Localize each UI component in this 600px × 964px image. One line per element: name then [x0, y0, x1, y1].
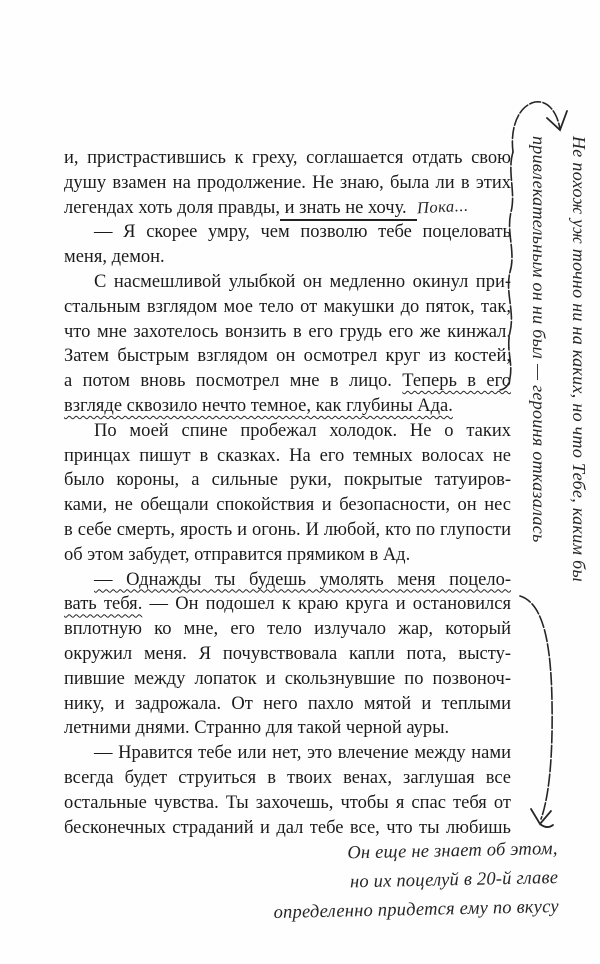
margin-side-note-line2: привлекательным он ни был — героиня отказалась	[529, 136, 549, 543]
book-text-segment: в себе смерть, ярость и огонь. И любой, кто по глупости	[64, 519, 511, 540]
book-text-segment: вплотную ко мне, его тело излучало жар, который	[64, 619, 511, 640]
down-arrow-head-icon	[531, 809, 553, 827]
book-line	[64, 568, 511, 593]
book-line	[64, 617, 511, 642]
book-line	[64, 146, 511, 171]
book-line	[64, 369, 511, 394]
wavy-underlined-text: Теперь в его	[402, 371, 511, 392]
hand-underlined-text: и знать не хочу.	[280, 198, 417, 221]
book-text-segment: По моей спине пробежал холодок. Не о таких	[94, 420, 511, 441]
handwritten-inline-note: Пока...	[416, 195, 469, 217]
book-line	[64, 592, 511, 617]
wavy-underlined-text: взгляде сквозило нечто темное, как глубины Ада.	[64, 395, 453, 416]
book-line	[64, 444, 511, 469]
book-line	[64, 741, 511, 766]
margin-side-note-line1: Не похож уж точно ни на каких, но что Тебе, каким бы	[569, 136, 589, 582]
wavy-underlined-text: — Однажды ты будешь умолять меня поцело-	[94, 569, 511, 590]
book-text-segment: нику, и задрожала. От него пахло мятой и теплыми	[64, 693, 511, 714]
book-text-segment: бесконечных страданий и дал тебе все, что ты любишь	[64, 817, 511, 838]
book-text-segment: С насмешливой улыбкой он медленно окинул при-	[94, 271, 511, 292]
book-line	[64, 394, 511, 419]
book-text-segment: — Он подошел к краю круга и остановился	[142, 594, 511, 615]
book-line	[64, 344, 511, 369]
book-line	[64, 295, 511, 320]
curved-arrow-head-icon	[547, 111, 567, 130]
book-line	[64, 667, 511, 692]
book-line	[64, 419, 511, 444]
book-line	[64, 245, 511, 270]
book-text-segment: душу взамен на продолжение. Не знаю, была ли в этих	[64, 172, 511, 193]
book-text-segment: остальные чувства. Ты захочешь, чтобы я спас тебя от	[64, 792, 511, 813]
book-text-segment: ками, не обещали спокойствия и безопасности, он нес	[64, 495, 511, 516]
book-line	[64, 493, 511, 518]
book-line	[64, 692, 511, 717]
down-arrow-curve-icon	[520, 596, 552, 819]
book-line	[64, 543, 511, 568]
book-text-segment: легендах хоть доля правды,	[64, 197, 280, 218]
book-line	[64, 791, 511, 816]
book-text-segment: принцах пишут в сказках. На его темных волосах не	[64, 445, 511, 466]
book-text-segment: что мне захотелось вонзить в его грудь его же кинжал.	[64, 321, 511, 342]
bottom-note-line2: но их поцелуй в 20-й главе	[349, 868, 559, 893]
book-text	[64, 146, 511, 840]
book-line	[64, 468, 511, 493]
book-text-segment: об этом забудет, отправится прямиком в Ад.	[64, 544, 411, 565]
bottom-handwritten-note	[272, 835, 559, 928]
bottom-note-line1: Он еще не знает об этом,	[346, 839, 558, 864]
book-text-segment: летними днями. Странно для такой черной ауры.	[64, 718, 450, 739]
book-line	[64, 270, 511, 295]
book-line	[64, 171, 511, 196]
book-line	[64, 196, 511, 221]
margin-side-note	[519, 136, 599, 580]
book-text-segment: всегда будет струиться в твоих венах, заглушая все	[64, 767, 511, 788]
book-line	[64, 320, 511, 345]
book-text-segment: пившие между лопаток и скользнувшие по позвоноч-	[64, 668, 511, 689]
book-text-segment: было короны, а сильные руки, покрытые татуиров-	[64, 470, 511, 491]
book-line	[64, 766, 511, 791]
wavy-underlined-text: вать тебя.	[64, 594, 143, 615]
book-text-segment: меня, демон.	[64, 247, 165, 268]
book-text-segment: и, пристрастившись к греху, соглашается отдать свою	[64, 148, 511, 168]
book-text-segment: — Я скорее умру, чем позволю тебе поцеловать	[94, 222, 511, 243]
book-text-segment: а потом вновь посмотрел мне в лицо.	[64, 371, 403, 392]
bottom-note-line3: определенно придется ему по вкусу	[273, 897, 559, 923]
book-line	[64, 518, 511, 543]
book-text-segment: стальным взглядом мое тело от макушки до пяток, так,	[64, 296, 511, 317]
book-line	[64, 642, 511, 667]
book-text-segment: — Нравится тебе или нет, это влечение между нами	[94, 743, 511, 764]
book-line	[64, 716, 511, 741]
book-line	[64, 220, 511, 245]
book-text-segment: Затем быстрым взглядом он осмотрел круг из костей,	[64, 346, 511, 367]
book-text-segment: окружил меня. Я почувствовала капли пота, высту-	[64, 643, 511, 664]
